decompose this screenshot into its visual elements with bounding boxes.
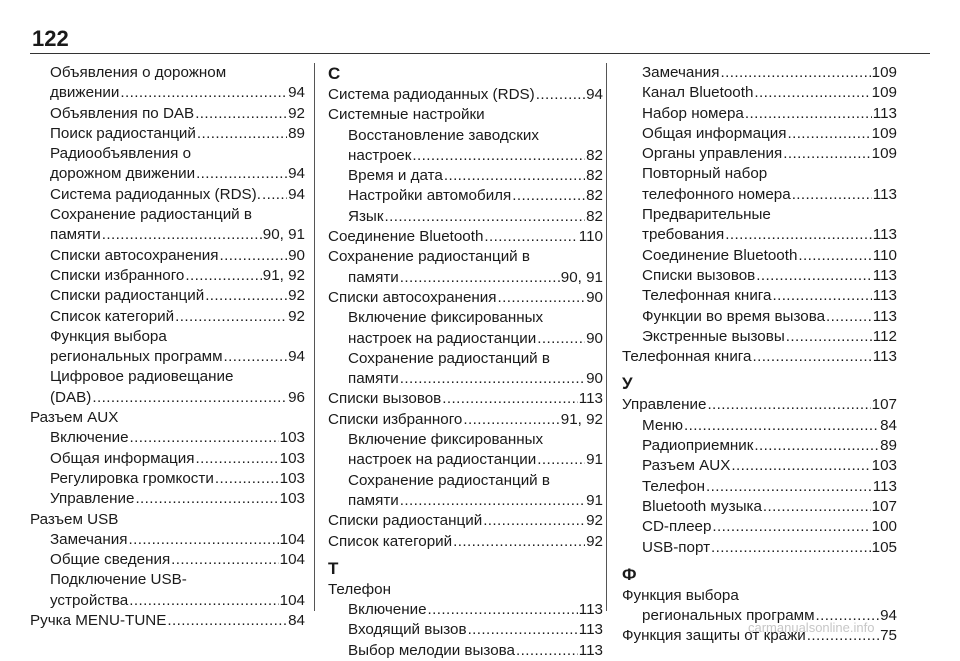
page-reference: 82	[586, 167, 603, 185]
index-subentry	[30, 205, 305, 225]
index-subentry	[622, 266, 897, 286]
dot-leader	[707, 395, 870, 415]
dot-leader	[128, 530, 278, 550]
entry-text: Включение фиксированных	[348, 431, 544, 449]
dot-leader	[412, 146, 585, 166]
dot-leader	[262, 185, 287, 205]
index-subentry	[30, 144, 305, 164]
dot-leader	[826, 307, 872, 327]
index-letter-heading: С	[328, 64, 341, 83]
index-subentry	[622, 144, 897, 164]
dot-leader	[792, 185, 872, 205]
dot-leader	[463, 410, 559, 430]
index-subentry	[30, 367, 305, 387]
dot-leader	[175, 307, 287, 327]
entry-text: Общая информация	[50, 449, 195, 467]
index-subentry	[328, 620, 603, 640]
column-divider	[314, 63, 315, 611]
page-reference: 90, 91	[262, 226, 305, 244]
entry-text: Система радиоданных (RDS)	[328, 86, 535, 103]
entry-text: Функции во время вызова	[642, 307, 826, 325]
entry-text: настроек	[348, 146, 412, 164]
index-subentry	[622, 286, 897, 306]
index-subentry	[328, 430, 603, 450]
index-subentry	[30, 591, 305, 611]
index-entry	[328, 511, 603, 531]
index-subentry	[328, 268, 603, 288]
index-subentry	[30, 246, 305, 266]
watermark: carmanualsonline.info	[748, 620, 875, 635]
index-subentry	[30, 550, 305, 570]
index-subentry	[622, 225, 897, 245]
page-reference: 89	[880, 437, 897, 455]
dot-leader	[400, 369, 585, 389]
entry-text: Поиск радиостанций	[50, 124, 196, 142]
entry-text: Управление	[50, 490, 135, 508]
index-entry	[328, 532, 603, 552]
dot-leader	[385, 207, 586, 227]
page-reference: 96	[288, 388, 305, 406]
index-subentry	[328, 166, 603, 186]
dot-leader	[224, 347, 288, 367]
dot-leader	[498, 288, 586, 308]
entry-text: Включение фиксированных	[348, 309, 544, 327]
entry-text: Соединение Bluetooth	[642, 246, 798, 264]
dot-leader	[130, 428, 279, 448]
entry-text: Система радиоданных (RDS).	[50, 185, 261, 203]
index-subentry	[328, 329, 603, 349]
index-subentry	[30, 489, 305, 509]
dot-leader	[731, 456, 870, 476]
dot-leader	[444, 166, 585, 186]
entry-text: Разъем USB	[30, 510, 119, 528]
entry-text: (DAB)	[50, 388, 92, 406]
dot-leader	[220, 246, 288, 266]
page-reference: 113	[578, 390, 603, 408]
page-reference: 90, 91	[560, 268, 603, 286]
index-subentry	[328, 186, 603, 206]
dot-leader	[712, 517, 870, 537]
page-reference: 109	[871, 84, 897, 102]
index-subentry	[30, 307, 305, 327]
page-reference: 113	[872, 185, 897, 203]
index-entry	[328, 410, 603, 430]
dot-leader	[763, 497, 871, 517]
entry-text: телефонного номера	[642, 185, 791, 203]
page-reference: 94	[288, 185, 305, 203]
header-rule	[30, 53, 930, 54]
page-reference: 103	[279, 449, 305, 467]
entry-text: Набор номера	[642, 104, 744, 122]
page-reference: 105	[871, 538, 897, 556]
entry-text: USB-порт	[642, 538, 711, 556]
page-reference: 92	[586, 532, 603, 550]
dot-leader	[215, 469, 279, 489]
page-reference: 92	[288, 307, 305, 325]
page-reference: 89	[288, 124, 305, 142]
index-subentry	[622, 185, 897, 205]
page-reference: 90	[586, 288, 603, 306]
index-subentry	[622, 164, 897, 184]
entry-text: Функция защиты от кражи	[622, 627, 806, 645]
page-reference: 103	[279, 490, 305, 508]
page-reference: 91, 92	[262, 266, 305, 284]
entry-text: Сохранение радиостанций в	[50, 206, 252, 224]
entry-text: CD-плеер	[642, 518, 712, 536]
entry-text: Включение	[50, 429, 129, 447]
page-reference: 90	[288, 246, 305, 264]
entry-text: Списки радиостанций	[328, 512, 483, 530]
entry-text: Экстренные вызовы	[642, 327, 785, 345]
dot-leader	[684, 416, 879, 436]
page-reference: 91, 92	[560, 410, 603, 428]
index-subentry	[328, 126, 603, 146]
entry-text: Списки избранного	[328, 410, 463, 428]
entry-text: Соединение Bluetooth	[328, 228, 484, 246]
page-reference: 103	[871, 457, 897, 475]
index-subentry	[30, 225, 305, 245]
dot-leader	[752, 347, 871, 367]
index-subentry	[328, 207, 603, 227]
dot-leader	[711, 538, 871, 558]
page-reference: 84	[880, 416, 897, 434]
entry-text: Язык	[348, 207, 384, 225]
entry-text: Цифровое радиовещание	[50, 368, 234, 386]
page-reference: 94	[288, 165, 305, 183]
page-reference: 113	[872, 477, 897, 495]
dot-leader	[129, 591, 278, 611]
dot-leader	[195, 449, 278, 469]
page-reference: 84	[288, 612, 305, 630]
entry-text: Замечания	[642, 64, 720, 81]
entry-text: Настройки автомобиля	[348, 187, 512, 205]
entry-text: настроек на радиостанции	[348, 451, 537, 469]
index-subentry	[622, 517, 897, 537]
index-column-3	[622, 63, 897, 647]
entry-text: Телефонная книга	[622, 348, 752, 366]
index-subentry	[30, 327, 305, 347]
entry-text: памяти	[348, 370, 399, 388]
index-subentry	[30, 185, 305, 205]
index-subentry	[30, 124, 305, 144]
index-subentry	[30, 266, 305, 286]
entry-text: Общая информация	[642, 124, 787, 142]
index-subentry	[30, 286, 305, 306]
page-reference: 75	[880, 627, 897, 645]
entry-text: Подключение USB-	[50, 571, 187, 589]
dot-leader	[428, 600, 578, 620]
index-subentry	[30, 63, 305, 83]
page-reference: 94	[288, 348, 305, 366]
index-subentry	[30, 164, 305, 184]
index-subentry	[622, 104, 897, 124]
page-reference: 90	[586, 370, 603, 388]
entry-text: Канал Bluetooth	[642, 84, 754, 102]
column-divider	[606, 63, 607, 611]
page-number: 122	[32, 26, 69, 51]
dot-leader	[754, 83, 870, 103]
index-subentry	[30, 570, 305, 590]
entry-text: дорожном движении	[50, 165, 196, 183]
index-entry	[328, 85, 603, 105]
index-entry	[328, 288, 603, 308]
entry-text: Органы управления	[642, 145, 783, 163]
page-reference: 113	[578, 621, 603, 639]
entry-text: Функция выбора	[622, 586, 739, 604]
page-reference: 113	[872, 266, 897, 284]
page-reference: 90	[586, 329, 603, 347]
entry-text: Сохранение радиостанций в	[348, 471, 550, 489]
index-subentry	[30, 530, 305, 550]
dot-leader	[706, 477, 872, 497]
page-reference: 113	[872, 287, 897, 305]
entry-text: Повторный набор	[642, 165, 768, 183]
index-subentry	[328, 349, 603, 369]
dot-leader	[135, 489, 278, 509]
index-subentry	[622, 83, 897, 103]
index-letter-heading: Ф	[622, 564, 637, 584]
page-reference: 113	[872, 307, 897, 325]
index-subentry	[622, 456, 897, 476]
entry-text: устройства	[50, 591, 129, 609]
index-subentry	[622, 205, 897, 225]
page-reference: 92	[288, 104, 305, 122]
index-subentry	[622, 124, 897, 144]
entry-text: Восстановление заводских	[348, 126, 539, 144]
entry-text: Регулировка громкости	[50, 469, 214, 487]
index-subentry	[622, 327, 897, 347]
dot-leader	[756, 266, 872, 286]
index-entry	[328, 227, 603, 247]
dot-leader	[483, 511, 585, 531]
dot-leader	[468, 620, 578, 640]
index-entry	[622, 395, 897, 415]
entry-text: настроек на радиостанции	[348, 329, 537, 347]
entry-text: Меню	[642, 416, 684, 434]
page-reference: 103	[279, 469, 305, 487]
index-column-1	[30, 63, 305, 631]
entry-text: Общие сведения	[50, 551, 171, 569]
page-reference: 104	[279, 551, 305, 569]
page-reference: 82	[586, 187, 603, 205]
page-reference: 107	[871, 396, 897, 414]
entry-text: Телефонная книга	[642, 287, 772, 305]
index-subentry	[328, 600, 603, 620]
page-reference: 104	[279, 591, 305, 609]
page-reference: 110	[872, 246, 897, 264]
entry-text: памяти	[348, 268, 399, 286]
index-entry	[328, 247, 603, 267]
entry-text: Радиоприемник	[642, 437, 754, 455]
page-reference: 109	[871, 64, 897, 81]
page-reference: 113	[872, 348, 897, 366]
index-entry	[30, 408, 305, 428]
page-reference: 113	[872, 226, 897, 244]
entry-text: Радиообъявления о	[50, 145, 192, 163]
page-reference: 104	[279, 530, 305, 548]
index-entry	[30, 510, 305, 530]
dot-leader	[720, 63, 870, 83]
dot-leader	[400, 491, 585, 511]
dot-leader	[725, 225, 872, 245]
page-reference: 92	[288, 287, 305, 305]
entry-text: Списки радиостанций	[50, 287, 205, 305]
index-subentry	[328, 471, 603, 491]
entry-text: памяти	[348, 491, 399, 509]
page-reference: 91	[586, 451, 603, 469]
index-entry	[30, 611, 305, 631]
dot-leader	[92, 388, 287, 408]
page-reference: 109	[871, 145, 897, 163]
index-subentry	[30, 428, 305, 448]
entry-text: Список категорий	[50, 307, 175, 325]
entry-text: Включение	[348, 601, 427, 619]
dot-leader	[787, 124, 870, 144]
entry-text: Объявления по DAB	[50, 104, 195, 122]
dot-leader	[102, 225, 262, 245]
dot-leader	[786, 327, 872, 347]
entry-text: Разъем AUX	[642, 457, 731, 475]
entry-text: Ручка MENU-TUNE	[30, 612, 167, 630]
index-subentry	[30, 83, 305, 103]
dot-leader	[537, 450, 585, 470]
index-subentry	[328, 641, 603, 661]
index-entry	[622, 586, 897, 606]
dot-leader	[783, 144, 870, 164]
index-subentry	[328, 146, 603, 166]
entry-text: Сохранение радиостанций в	[328, 248, 530, 266]
entry-text: требования	[642, 226, 725, 244]
entry-text: Списки автосохранения	[50, 246, 219, 264]
entry-text: Замечания	[50, 530, 128, 548]
index-letter-heading: У	[622, 374, 633, 394]
dot-leader	[442, 389, 578, 409]
index-subentry	[30, 469, 305, 489]
index-column-2	[328, 63, 603, 661]
page-reference: 82	[586, 207, 603, 225]
entry-text: Сохранение радиостанций в	[348, 349, 550, 367]
dot-leader	[453, 532, 585, 552]
dot-leader	[772, 286, 871, 306]
entry-text: Объявления о дорожном	[50, 64, 227, 81]
index-subentry	[622, 416, 897, 436]
page-reference: 94	[288, 84, 305, 102]
entry-text: региональных программ	[50, 348, 223, 366]
page-reference: 103	[279, 429, 305, 447]
entry-text: Функция выбора	[50, 327, 167, 345]
page-reference: 82	[586, 146, 603, 164]
dot-leader	[536, 85, 585, 105]
index-subentry	[622, 538, 897, 558]
dot-leader	[120, 83, 287, 103]
index-subentry	[30, 347, 305, 367]
index-subentry	[622, 497, 897, 517]
index-entry	[328, 105, 603, 125]
page-reference: 110	[578, 228, 603, 246]
entry-text: Списки избранного	[50, 266, 185, 284]
page-reference: 113	[872, 104, 897, 122]
entry-text: Разъем AUX	[30, 409, 119, 427]
entry-text: Системные настройки	[328, 106, 485, 124]
index-subentry	[30, 104, 305, 124]
page-reference: 94	[880, 607, 897, 625]
entry-text: памяти	[50, 226, 101, 244]
index-subentry	[622, 477, 897, 497]
entry-text: Списки вызовов	[328, 390, 442, 408]
index-subentry	[622, 63, 897, 83]
page-reference: 92	[586, 512, 603, 530]
page-reference: 100	[871, 518, 897, 536]
index-subentry	[622, 436, 897, 456]
entry-text: региональных программ	[642, 607, 815, 625]
page-reference: 107	[871, 497, 897, 515]
index-subentry	[622, 307, 897, 327]
entry-text: Список категорий	[328, 532, 453, 550]
dot-leader	[185, 266, 261, 286]
dot-leader	[195, 104, 287, 124]
dot-leader	[484, 227, 577, 247]
index-entry	[328, 389, 603, 409]
index-subentry	[328, 491, 603, 511]
page-reference: 113	[578, 601, 603, 619]
page-reference: 113	[578, 641, 603, 659]
dot-leader	[197, 124, 287, 144]
entry-text: Списки вызовов	[642, 266, 756, 284]
dot-leader	[537, 329, 585, 349]
index-entry	[328, 580, 603, 600]
entry-text: Выбор мелодии вызова	[348, 641, 516, 659]
dot-leader	[196, 164, 287, 184]
dot-leader	[516, 641, 578, 661]
entry-text: Телефон	[642, 477, 706, 495]
index-subentry	[328, 450, 603, 470]
index-entry	[622, 347, 897, 367]
dot-leader	[205, 286, 287, 306]
page-reference: 109	[871, 124, 897, 142]
entry-text: Входящий вызов	[348, 621, 467, 639]
index-subentry	[30, 449, 305, 469]
index-subentry	[622, 246, 897, 266]
page-reference: 91	[586, 491, 603, 509]
entry-text: Управление	[622, 396, 707, 414]
entry-text: Списки автосохранения	[328, 288, 497, 306]
entry-text: Время и дата	[348, 167, 443, 185]
entry-text: движении	[50, 84, 120, 102]
dot-leader	[400, 268, 560, 288]
entry-text: Телефон	[328, 580, 392, 598]
dot-leader	[512, 186, 585, 206]
entry-text: Предварительные	[642, 206, 771, 224]
dot-leader	[745, 104, 872, 124]
page-reference: 94	[586, 86, 603, 103]
dot-leader	[167, 611, 287, 631]
entry-text: Bluetooth музыка	[642, 497, 762, 515]
dot-leader	[754, 436, 879, 456]
index-subentry	[30, 388, 305, 408]
index-subentry	[328, 369, 603, 389]
dot-leader	[171, 550, 278, 570]
dot-leader	[798, 246, 871, 266]
page-reference: 112	[872, 327, 897, 345]
index-letter-heading: Т	[328, 558, 339, 578]
index-subentry	[328, 308, 603, 328]
